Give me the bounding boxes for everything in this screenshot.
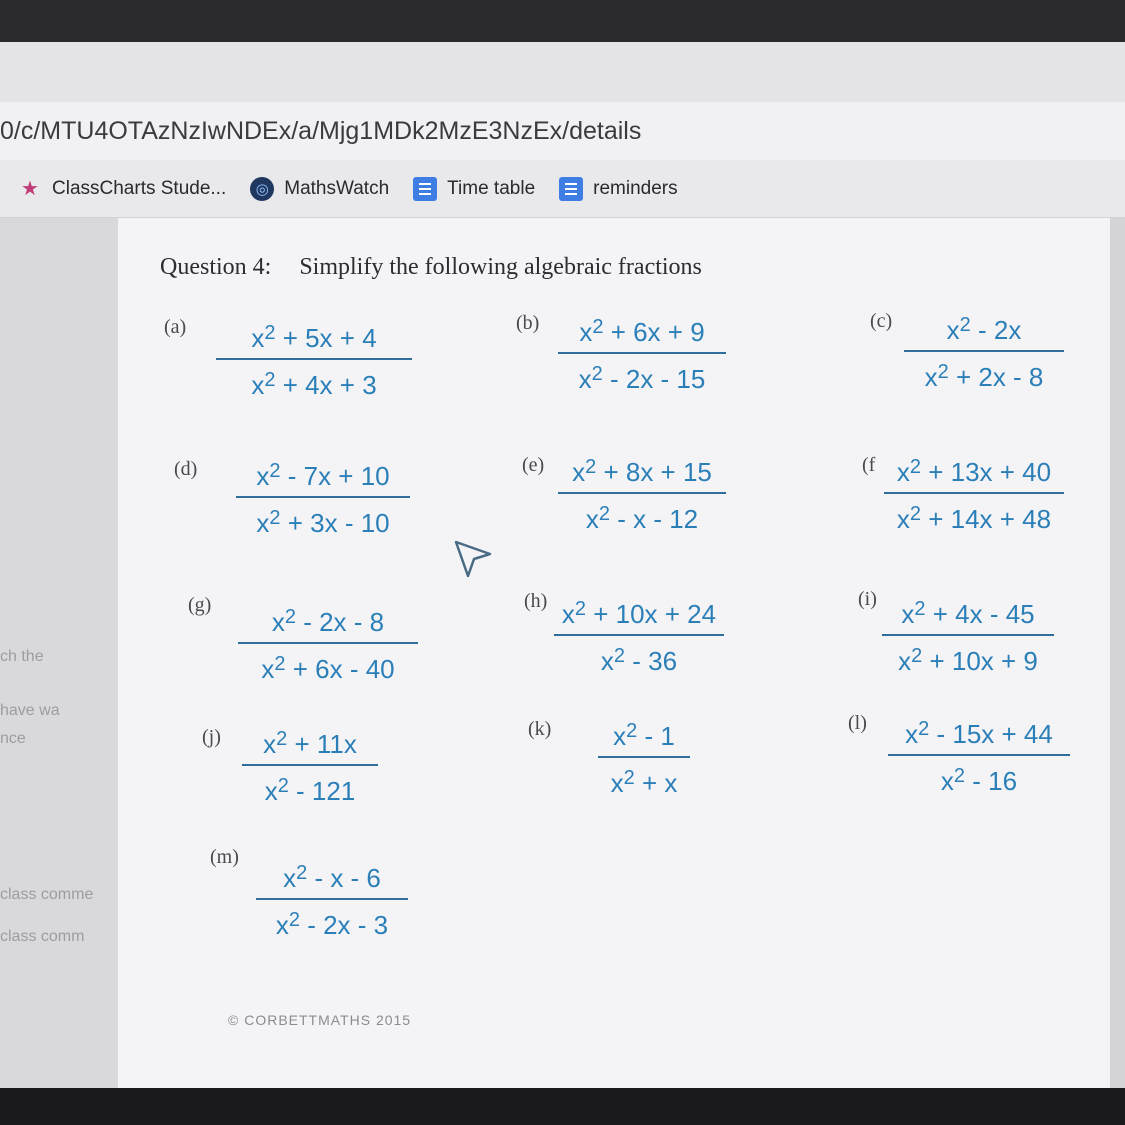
variable: x [256, 508, 270, 538]
fraction-label: (m) [210, 846, 239, 868]
variable: x [561, 599, 575, 629]
variable: x [251, 323, 265, 353]
fraction-numerator [236, 454, 410, 493]
address-bar-url[interactable]: 0/c/MTU4OTAzNzIwNDEx/a/Mjg1MDk2MzE3NzEx/details [0, 117, 642, 145]
variable: x [251, 370, 265, 400]
fraction-numerator [242, 722, 378, 761]
remaining-terms: - 2x - 3 [299, 910, 389, 940]
fraction-denominator [558, 497, 726, 536]
remaining-terms: + 14x + 48 [921, 504, 1052, 534]
bookmark-classcharts[interactable] [18, 177, 226, 201]
remaining-terms: - 2x [970, 315, 1022, 345]
remaining-terms: + 6x + 9 [603, 317, 705, 347]
remaining-terms: + 4x - 45 [925, 599, 1035, 629]
exponent: 2 [592, 316, 604, 338]
fraction-bar [558, 352, 726, 354]
address-bar[interactable] [0, 102, 1125, 160]
bookmarks-bar [0, 160, 1125, 218]
fraction-numerator [238, 600, 418, 639]
fraction-denominator [884, 497, 1064, 536]
variable: x [579, 317, 593, 347]
fraction-bar [554, 634, 724, 636]
variable: x [264, 776, 278, 806]
fraction-label: (e) [522, 454, 545, 476]
obscured-text: ch the [0, 648, 44, 665]
exponent: 2 [914, 598, 926, 620]
fraction-bar [882, 634, 1054, 636]
algebraic-fraction [904, 308, 1064, 394]
variable: x [613, 721, 627, 751]
variable: x [578, 364, 592, 394]
exponent: 2 [276, 728, 288, 750]
fraction-denominator [238, 647, 418, 686]
exponent: 2 [909, 456, 921, 478]
variable: x [263, 729, 277, 759]
fraction-bar [888, 754, 1070, 756]
fraction-bar [598, 756, 690, 758]
fraction-numerator [256, 856, 408, 895]
classcharts-star-icon: ★ [21, 178, 39, 200]
worksheet-image [118, 218, 1110, 1088]
fraction-bar [256, 898, 408, 900]
fraction-label: (g) [188, 594, 212, 616]
exponent: 2 [277, 775, 289, 797]
variable: x [898, 646, 912, 676]
remaining-terms: + 6x - 40 [285, 654, 395, 684]
fraction-label: (l) [848, 712, 867, 734]
exponent: 2 [284, 606, 296, 628]
variable: x [283, 863, 297, 893]
variable: x [256, 461, 270, 491]
algebraic-fraction [238, 600, 418, 686]
fraction-denominator [882, 639, 1054, 678]
exponent: 2 [918, 718, 930, 740]
fraction-label: (k) [528, 718, 552, 740]
obscured-text: have wa [0, 702, 60, 719]
variable: x [572, 457, 586, 487]
exponent: 2 [269, 507, 281, 529]
page-scroll-margin [1110, 218, 1125, 1088]
exponent: 2 [264, 322, 276, 344]
fraction-bar [884, 492, 1064, 494]
browser-tab-strip [0, 42, 1125, 103]
exponent: 2 [959, 314, 971, 336]
fraction-numerator [216, 316, 412, 355]
bookmark-label: MathsWatch [284, 177, 390, 199]
algebraic-fraction [236, 454, 410, 540]
exponent: 2 [288, 909, 300, 931]
exponent: 2 [911, 645, 923, 667]
exponent: 2 [598, 503, 610, 525]
fraction-label: (i) [858, 588, 877, 610]
fraction-numerator [888, 712, 1070, 751]
question-instruction: Simplify the following algebraic fractions [299, 254, 702, 280]
remaining-terms: + 10x + 24 [586, 599, 717, 629]
algebraic-fraction [256, 856, 408, 942]
exponent: 2 [269, 460, 281, 482]
fraction-label: (j) [202, 726, 221, 748]
fraction-label: (f [862, 454, 876, 476]
page-side-panel [0, 218, 118, 1088]
algebraic-fraction [558, 450, 726, 536]
remaining-terms: + 4x + 3 [275, 370, 377, 400]
bookmark-reminders[interactable] [559, 177, 677, 201]
remaining-terms: - x - 12 [609, 504, 699, 534]
algebraic-fraction [216, 316, 412, 402]
obscured-text: nce [0, 730, 26, 747]
remaining-terms: + 8x + 15 [596, 457, 712, 487]
exponent: 2 [574, 598, 586, 620]
fraction-denominator [236, 501, 410, 540]
variable: x [924, 362, 938, 392]
variable: x [946, 315, 960, 345]
obscured-text: class comme [0, 886, 94, 903]
fraction-denominator [598, 761, 690, 800]
bookmark-label: reminders [593, 177, 678, 199]
variable: x [901, 599, 915, 629]
remaining-terms: + x [634, 768, 678, 798]
remaining-terms: + 11x [287, 729, 357, 759]
mouse-pointer-icon [454, 540, 494, 580]
remaining-terms: + 3x - 10 [280, 508, 390, 538]
remaining-terms: + 5x + 4 [275, 323, 377, 353]
remaining-terms: - 121 [288, 776, 356, 806]
question-number: Question 4: [160, 254, 272, 280]
exponent: 2 [909, 503, 921, 525]
fraction-label: (a) [164, 316, 187, 338]
copyright-text: © CORBETTMATHS 2015 [228, 1012, 412, 1028]
document-icon [559, 177, 583, 201]
fraction-label: (h) [524, 590, 548, 612]
remaining-terms: - 2x - 15 [602, 364, 706, 394]
obscured-text: class comm [0, 928, 85, 945]
algebraic-fraction [884, 450, 1064, 536]
variable: x [261, 654, 275, 684]
fraction-numerator [882, 592, 1054, 631]
bookmark-label: ClassCharts Stude... [52, 177, 227, 199]
monitor-bottom-edge [0, 1088, 1125, 1125]
fraction-numerator [598, 714, 690, 753]
fraction-denominator [242, 769, 378, 808]
exponent: 2 [937, 361, 949, 383]
variable: x [896, 504, 910, 534]
fraction-denominator [888, 759, 1070, 798]
exponent: 2 [296, 862, 308, 884]
fraction-numerator [554, 592, 724, 631]
remaining-terms: - 36 [625, 646, 678, 676]
fraction-numerator [884, 450, 1064, 489]
exponent: 2 [264, 369, 276, 391]
variable: x [905, 719, 919, 749]
fraction-numerator [904, 308, 1064, 347]
exponent: 2 [623, 767, 635, 789]
algebraic-fraction [882, 592, 1054, 678]
fraction-denominator [554, 639, 724, 678]
algebraic-fraction [888, 712, 1070, 798]
algebraic-fraction [598, 714, 690, 800]
exponent: 2 [613, 645, 626, 667]
exponent: 2 [591, 363, 603, 385]
remaining-terms: - 1 [637, 721, 675, 751]
variable: x [896, 457, 910, 487]
remaining-terms: - 7x + 10 [280, 461, 390, 491]
fraction-label: (b) [516, 312, 540, 334]
fraction-bar [242, 764, 378, 766]
fraction-bar [238, 642, 418, 644]
variable: x [271, 607, 285, 637]
bookmark-label: Time table [447, 177, 536, 199]
remaining-terms: - 16 [965, 766, 1018, 796]
variable: x [940, 766, 954, 796]
algebraic-fraction [554, 592, 724, 678]
fraction-denominator [256, 903, 408, 942]
variable: x [275, 910, 289, 940]
remaining-terms: + 10x + 9 [922, 646, 1038, 676]
fraction-label: (d) [174, 458, 198, 480]
exponent: 2 [274, 653, 286, 675]
fraction-bar [216, 358, 412, 360]
fraction-denominator [904, 355, 1064, 394]
remaining-terms: - 2x - 8 [295, 607, 385, 637]
remaining-terms: + 13x + 40 [921, 457, 1052, 487]
globe-icon: ◎ [250, 177, 274, 201]
exponent: 2 [626, 720, 638, 742]
fraction-bar [904, 350, 1064, 352]
fraction-bar [236, 496, 410, 498]
monitor-bezel [0, 0, 1125, 42]
fraction-denominator [558, 357, 726, 396]
exponent: 2 [585, 456, 597, 478]
algebraic-fraction [242, 722, 378, 808]
remaining-terms: + 2x - 8 [948, 362, 1044, 392]
bookmark-mathswatch[interactable] [250, 177, 389, 201]
exponent: 2 [953, 765, 966, 787]
fraction-numerator [558, 450, 726, 489]
algebraic-fraction [558, 310, 726, 396]
document-icon [413, 177, 437, 201]
remaining-terms: - x - 6 [307, 863, 381, 893]
fraction-numerator [558, 310, 726, 349]
variable: x [585, 504, 599, 534]
fraction-label: (c) [870, 310, 893, 332]
variable: x [600, 646, 614, 676]
fraction-bar [558, 492, 726, 494]
bookmark-timetable[interactable] [413, 177, 535, 201]
variable: x [610, 768, 624, 798]
question-heading [160, 254, 702, 281]
remaining-terms: - 15x + 44 [929, 719, 1053, 749]
fraction-denominator [216, 363, 412, 402]
